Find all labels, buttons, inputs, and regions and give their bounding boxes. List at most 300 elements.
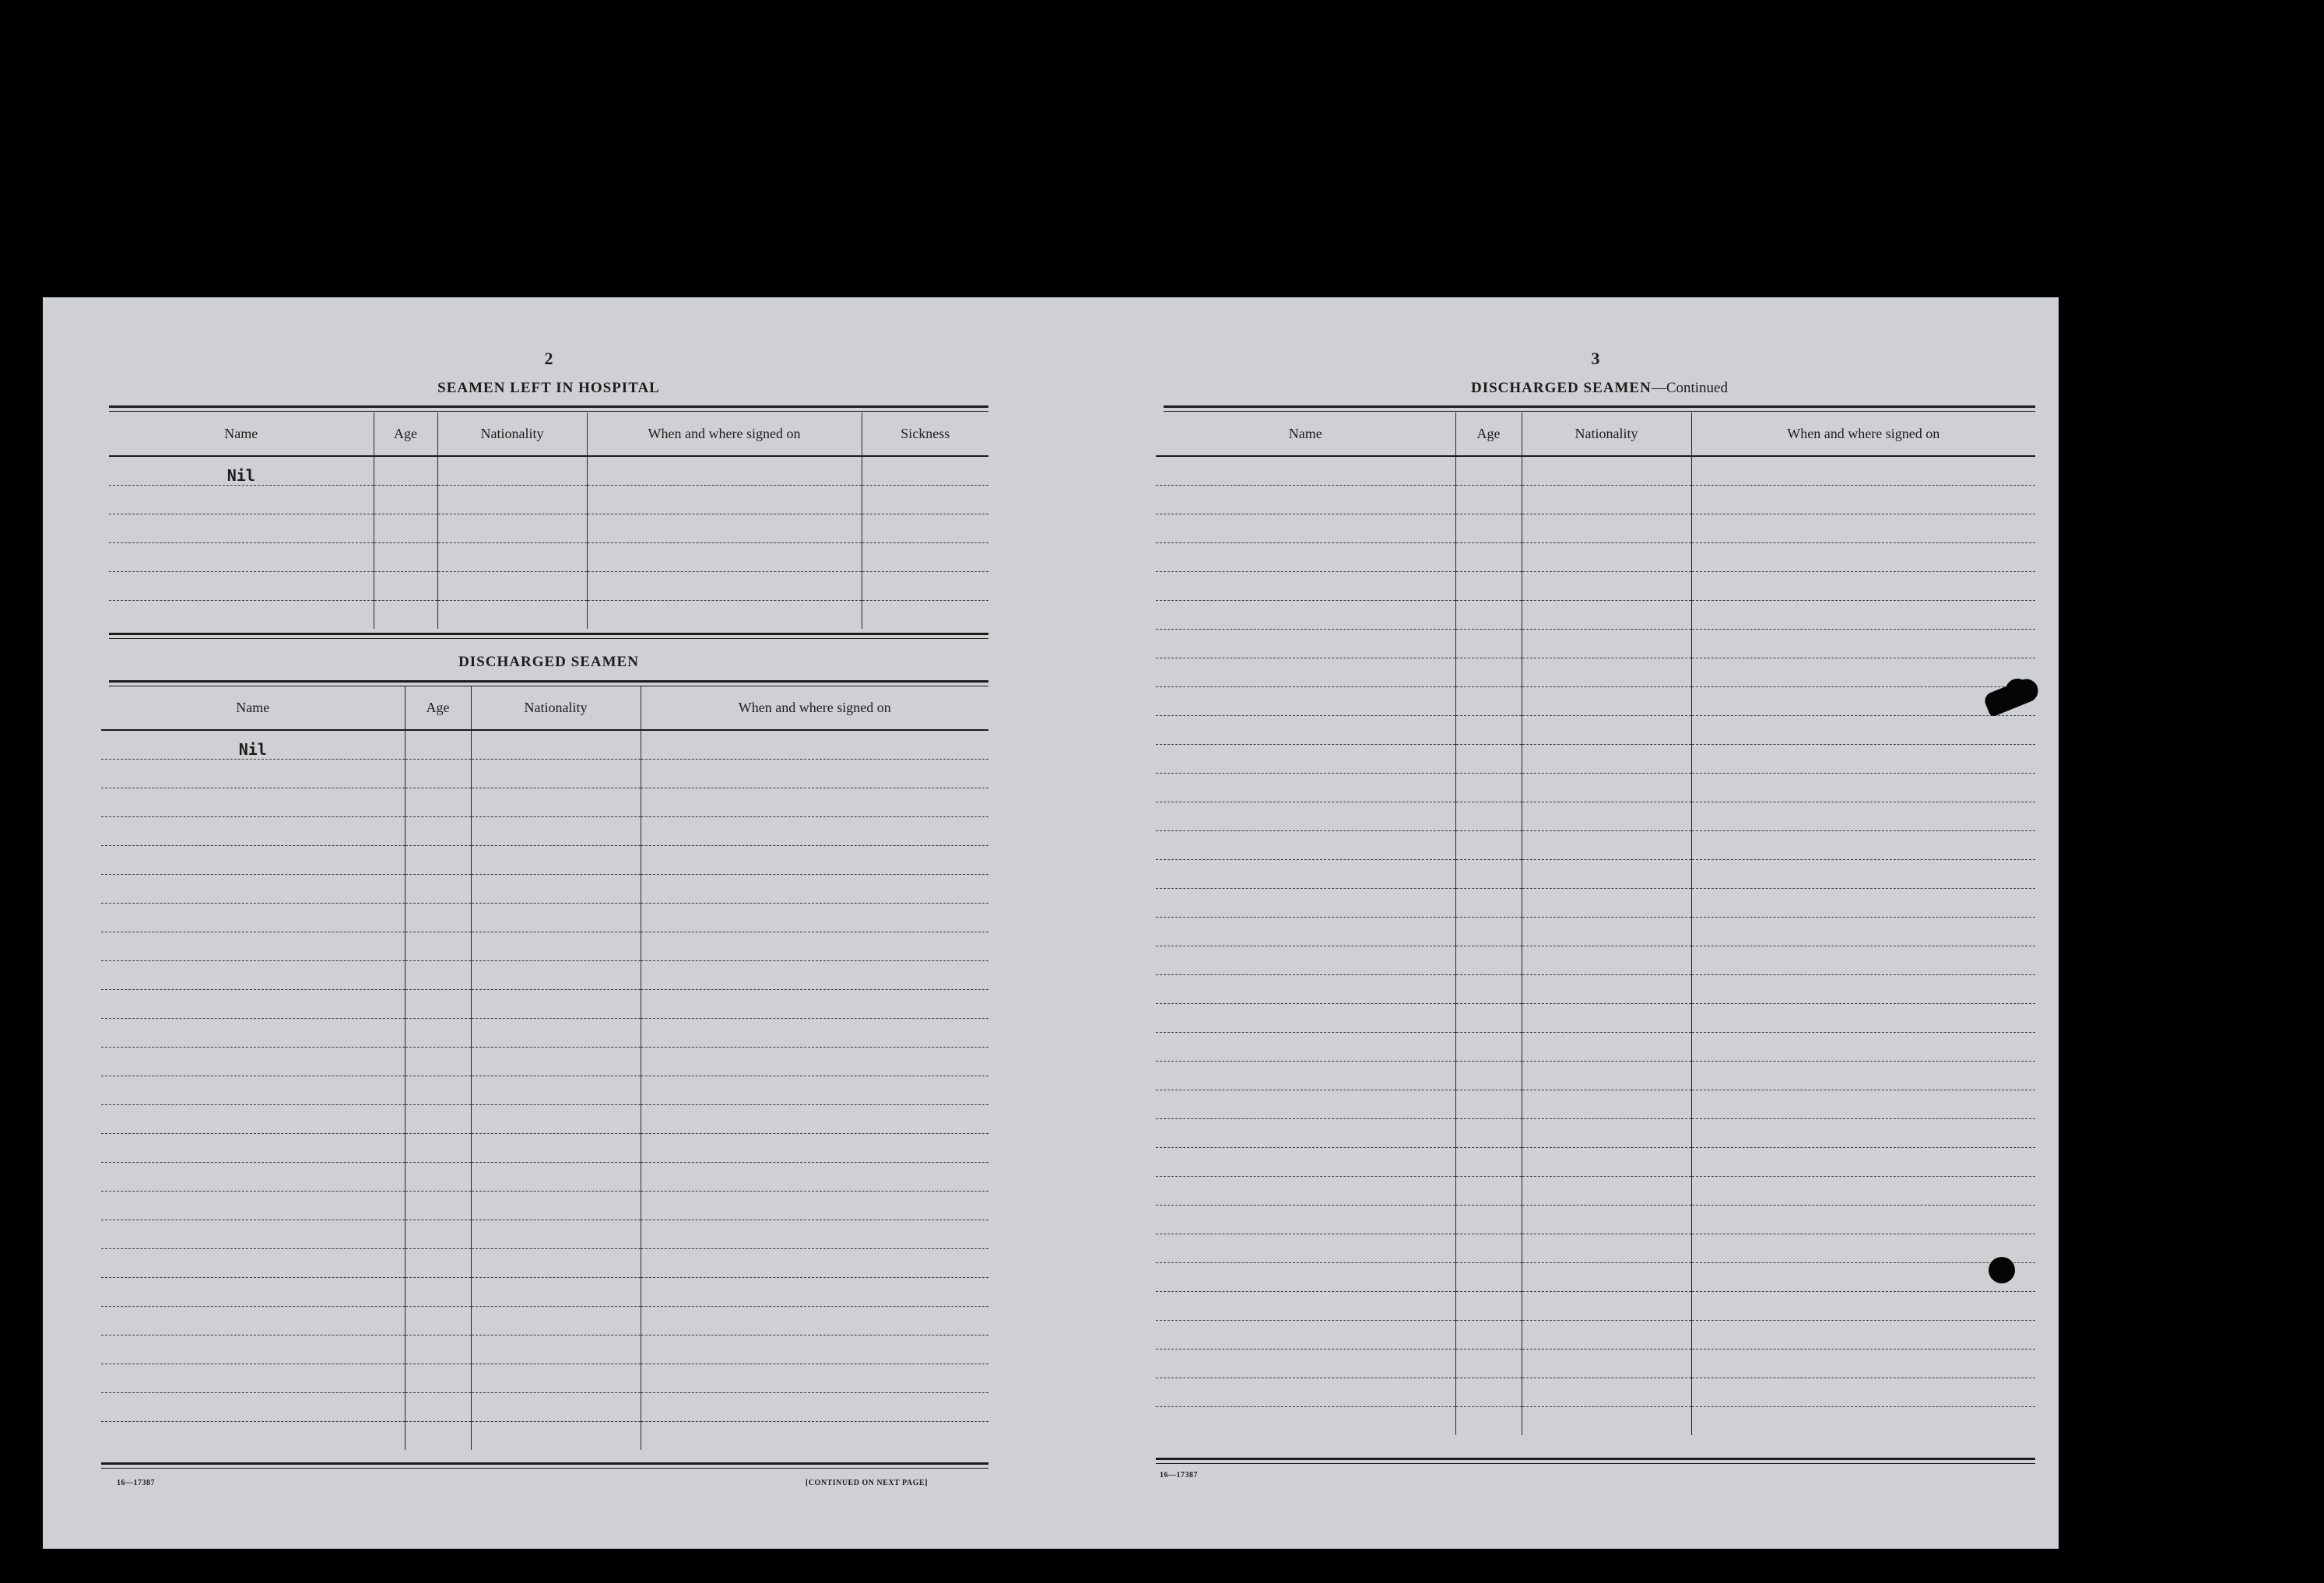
table-row <box>101 1192 988 1220</box>
form-number: 16—17387 <box>1160 1471 1198 1479</box>
table-cell <box>1156 1206 1455 1234</box>
table-cell <box>405 1134 471 1163</box>
table-cell <box>1455 802 1522 831</box>
table-row <box>101 1163 988 1192</box>
table-cell <box>1691 601 2035 630</box>
table-cell <box>641 1134 988 1163</box>
table-cell <box>101 1220 405 1249</box>
table-cell <box>471 932 641 961</box>
table-cell <box>1691 1263 2035 1292</box>
hospital-table <box>109 412 988 629</box>
table-cell <box>1455 918 1522 946</box>
table-row <box>109 543 988 572</box>
table-cell <box>109 486 374 514</box>
table-row <box>101 1076 988 1105</box>
discharged-continued-top-rule <box>1164 405 2035 412</box>
table-cell <box>641 1278 988 1307</box>
table-row <box>101 961 988 990</box>
table-cell <box>1691 572 2035 601</box>
table-cell <box>471 1393 641 1422</box>
column-header: When and where signed on <box>1691 412 2035 456</box>
table-cell <box>1691 1350 2035 1378</box>
table-cell <box>1156 716 1455 745</box>
table-cell <box>471 760 641 788</box>
table-cell <box>101 817 405 846</box>
table-cell <box>1522 918 1691 946</box>
table-cell <box>101 1134 405 1163</box>
table-row <box>109 514 988 543</box>
table-cell <box>1156 918 1455 946</box>
discharged-continued-table <box>1156 412 2035 1435</box>
table-cell <box>1156 802 1455 831</box>
table-cell <box>101 788 405 817</box>
table-cell <box>1691 946 2035 975</box>
table-row <box>101 990 988 1019</box>
table-cell <box>1455 1177 1522 1206</box>
table-cell <box>641 1249 988 1278</box>
table-cell <box>862 601 988 630</box>
table-cell <box>1156 889 1455 918</box>
table-cell <box>437 601 587 630</box>
table-cell <box>1455 572 1522 601</box>
table-cell <box>405 875 471 904</box>
table-cell <box>1455 1350 1522 1378</box>
table-cell <box>405 1076 471 1105</box>
table-header-row <box>1156 412 2035 456</box>
table-cell <box>1691 831 2035 860</box>
table-cell <box>1522 1090 1691 1119</box>
page-number: 3 <box>1591 349 1600 368</box>
table-row <box>1156 1033 2035 1062</box>
table-cell <box>405 932 471 961</box>
table-cell <box>1691 774 2035 802</box>
table-cell <box>587 572 862 601</box>
table-cell <box>1455 1004 1522 1033</box>
table-cell <box>641 1393 988 1422</box>
table-cell <box>101 1192 405 1220</box>
table-cell <box>101 1422 405 1451</box>
table-cell <box>1691 918 2035 946</box>
table-cell <box>587 514 862 543</box>
table-cell <box>101 875 405 904</box>
table-cell <box>1522 543 1691 572</box>
table-row <box>1156 1378 2035 1407</box>
left-page <box>43 297 1055 1549</box>
table-cell <box>1691 975 2035 1004</box>
table-cell <box>587 486 862 514</box>
table-cell <box>1455 630 1522 658</box>
table-cell <box>437 456 587 486</box>
table-cell <box>641 817 988 846</box>
table-row <box>101 1393 988 1422</box>
table-cell <box>405 904 471 932</box>
table-row <box>101 1336 988 1364</box>
document-sheet <box>43 297 2059 1549</box>
table-row <box>1156 1119 2035 1148</box>
table-cell <box>1691 514 2035 543</box>
table-row <box>1156 1234 2035 1263</box>
table-cell <box>471 1163 641 1192</box>
table-cell <box>1455 774 1522 802</box>
table-row <box>109 572 988 601</box>
table-cell <box>471 904 641 932</box>
table-cell <box>1455 1033 1522 1062</box>
column-header: Nationality <box>471 686 641 730</box>
table-cell <box>641 1422 988 1451</box>
table-cell <box>1156 1033 1455 1062</box>
table-row <box>1156 601 2035 630</box>
table-row <box>1156 860 2035 889</box>
table-cell <box>1522 1378 1691 1407</box>
table-row <box>1156 975 2035 1004</box>
table-cell <box>641 1336 988 1364</box>
table-cell <box>109 572 374 601</box>
table-row <box>1156 946 2035 975</box>
table-row <box>101 932 988 961</box>
table-row <box>101 1422 988 1451</box>
table-cell <box>862 572 988 601</box>
table-cell <box>1522 1033 1691 1062</box>
table-cell <box>1156 1407 1455 1436</box>
table-cell <box>405 1307 471 1336</box>
table-cell <box>109 543 374 572</box>
table-cell <box>1156 658 1455 687</box>
table-row <box>1156 1090 2035 1119</box>
table-cell <box>1691 1062 2035 1090</box>
table-cell <box>374 601 437 630</box>
table-cell <box>101 760 405 788</box>
table-row <box>1156 889 2035 918</box>
punch-hole <box>2006 679 2029 702</box>
table-cell <box>1156 1119 1455 1148</box>
table-cell <box>1455 658 1522 687</box>
table-cell <box>471 1336 641 1364</box>
table-cell <box>109 514 374 543</box>
right-page <box>1055 297 2059 1549</box>
table-cell <box>1691 1321 2035 1350</box>
table-cell <box>1156 1350 1455 1378</box>
table-cell <box>1156 745 1455 774</box>
table-cell <box>405 1393 471 1422</box>
table-cell <box>1522 1148 1691 1177</box>
table-cell <box>1156 1004 1455 1033</box>
table-cell <box>405 1192 471 1220</box>
table-cell <box>437 486 587 514</box>
discharged-continued-title <box>1164 380 2035 397</box>
table-cell <box>1156 514 1455 543</box>
table-cell <box>587 543 862 572</box>
hospital-bottom-rule <box>109 633 988 639</box>
table-cell <box>405 1163 471 1192</box>
table-row <box>1156 1321 2035 1350</box>
table-cell <box>471 1076 641 1105</box>
table-cell <box>101 904 405 932</box>
table-cell <box>1691 543 2035 572</box>
table-cell <box>1455 889 1522 918</box>
table-cell <box>641 760 988 788</box>
table-row <box>109 601 988 630</box>
table-cell <box>101 1393 405 1422</box>
table-cell <box>1522 1407 1691 1436</box>
table-cell <box>1455 1090 1522 1119</box>
table-cell <box>1455 1234 1522 1263</box>
table-cell <box>101 1019 405 1048</box>
table-cell <box>471 788 641 817</box>
table-cell <box>1156 601 1455 630</box>
table-cell <box>641 1105 988 1134</box>
table-cell <box>641 1192 988 1220</box>
table-cell <box>1522 1206 1691 1234</box>
table-cell <box>471 846 641 875</box>
table-cell <box>1522 1292 1691 1321</box>
table-cell <box>641 932 988 961</box>
table-cell <box>405 961 471 990</box>
table-cell <box>471 1249 641 1278</box>
table-cell <box>1455 486 1522 514</box>
table-cell <box>101 1163 405 1192</box>
table-cell <box>405 990 471 1019</box>
table-cell <box>1156 975 1455 1004</box>
table-cell <box>101 1249 405 1278</box>
table-cell <box>1691 1033 2035 1062</box>
table-cell <box>471 730 641 760</box>
table-cell <box>1691 1004 2035 1033</box>
table-cell <box>1156 543 1455 572</box>
table-cell <box>405 1220 471 1249</box>
table-cell <box>1522 802 1691 831</box>
table-row <box>1156 1350 2035 1378</box>
table-cell <box>1156 1234 1455 1263</box>
table-cell <box>1156 946 1455 975</box>
table-cell <box>471 1134 641 1163</box>
table-cell <box>101 1336 405 1364</box>
table-cell <box>1156 1148 1455 1177</box>
table-cell <box>1156 1292 1455 1321</box>
table-row <box>1156 802 2035 831</box>
section-title-suffix: —Continued <box>1651 380 1728 396</box>
table-cell <box>1455 831 1522 860</box>
table-cell <box>405 1048 471 1076</box>
table-cell <box>1691 1090 2035 1119</box>
table-cell <box>471 1048 641 1076</box>
table-cell <box>1455 543 1522 572</box>
table-cell <box>101 846 405 875</box>
table-cell <box>405 788 471 817</box>
table-row <box>101 875 988 904</box>
table-cell <box>1455 601 1522 630</box>
table-cell <box>641 875 988 904</box>
table-cell <box>1522 658 1691 687</box>
table-cell <box>1156 1321 1455 1350</box>
table-cell <box>1522 486 1691 514</box>
table-cell <box>101 1307 405 1336</box>
table-cell <box>1522 975 1691 1004</box>
table-row <box>1156 745 2035 774</box>
table-cell <box>641 990 988 1019</box>
table-cell <box>1455 716 1522 745</box>
table-cell <box>405 1019 471 1048</box>
table-cell <box>471 961 641 990</box>
table-cell <box>862 543 988 572</box>
table-cell <box>471 990 641 1019</box>
table-row <box>101 1249 988 1278</box>
table-cell <box>1522 1119 1691 1148</box>
table-row <box>101 846 988 875</box>
column-header: Nationality <box>437 412 587 456</box>
table-cell <box>1691 486 2035 514</box>
table-cell <box>1455 946 1522 975</box>
table-cell <box>1455 975 1522 1004</box>
table-cell <box>862 514 988 543</box>
table-cell <box>1156 1378 1455 1407</box>
table-row <box>1156 1004 2035 1033</box>
table-cell <box>109 601 374 630</box>
table-cell <box>1455 1407 1522 1436</box>
table-cell: Nil <box>101 730 405 760</box>
table-cell <box>641 1076 988 1105</box>
table-cell <box>405 730 471 760</box>
table-row <box>1156 1062 2035 1090</box>
table-cell <box>1522 716 1691 745</box>
table-cell <box>1691 1234 2035 1263</box>
table-cell <box>1522 687 1691 716</box>
punch-hole <box>1989 1257 2015 1283</box>
table-cell <box>641 1048 988 1076</box>
table-cell <box>471 1192 641 1220</box>
table-cell <box>101 1278 405 1307</box>
table-cell <box>1156 1263 1455 1292</box>
table-cell: Nil <box>109 456 374 486</box>
table-cell <box>641 1220 988 1249</box>
table-cell <box>405 1364 471 1393</box>
table-cell <box>1691 1119 2035 1148</box>
table-cell <box>405 846 471 875</box>
table-cell <box>471 1364 641 1393</box>
table-cell <box>1156 1090 1455 1119</box>
table-cell <box>641 904 988 932</box>
table-cell <box>1691 716 2035 745</box>
table-cell <box>641 788 988 817</box>
continued-note: [CONTINUED ON NEXT PAGE] <box>806 1479 928 1487</box>
table-cell <box>1522 1062 1691 1090</box>
table-cell <box>405 1249 471 1278</box>
table-row <box>1156 456 2035 486</box>
column-header: Age <box>374 412 437 456</box>
table-row <box>101 817 988 846</box>
table-cell <box>641 1163 988 1192</box>
table-cell <box>1691 1292 2035 1321</box>
column-header: Name <box>109 412 374 456</box>
table-cell <box>1522 1234 1691 1263</box>
table-cell <box>641 730 988 760</box>
table-cell <box>1522 630 1691 658</box>
table-cell <box>1691 1148 2035 1177</box>
table-cell <box>1522 1004 1691 1033</box>
discharged-top-rule <box>109 680 988 686</box>
table-row <box>101 1019 988 1048</box>
table-cell <box>1691 1206 2035 1234</box>
table-row <box>1156 687 2035 716</box>
table-cell <box>1691 687 2035 716</box>
table-cell <box>1522 456 1691 486</box>
table-row <box>101 760 988 788</box>
table-row <box>1156 1148 2035 1177</box>
table-cell <box>471 817 641 846</box>
table-cell <box>101 1076 405 1105</box>
hospital-top-rule <box>109 405 988 412</box>
table-cell <box>587 601 862 630</box>
table-cell <box>471 1422 641 1451</box>
table-cell <box>1691 889 2035 918</box>
table-row <box>1156 1263 2035 1292</box>
table-row <box>101 1307 988 1336</box>
table-cell <box>405 760 471 788</box>
table-cell <box>1156 860 1455 889</box>
table-cell <box>1522 831 1691 860</box>
table-cell <box>641 1019 988 1048</box>
table-row <box>101 1364 988 1393</box>
table-cell <box>471 875 641 904</box>
table-cell <box>1455 1148 1522 1177</box>
table-cell <box>437 572 587 601</box>
table-cell <box>471 1307 641 1336</box>
table-cell <box>1691 1378 2035 1407</box>
table-cell <box>101 1048 405 1076</box>
table-cell <box>1156 630 1455 658</box>
table-row <box>101 1048 988 1076</box>
table-cell <box>1455 1321 1522 1350</box>
table-cell <box>1455 514 1522 543</box>
table-row <box>101 1278 988 1307</box>
table-cell <box>641 961 988 990</box>
table-cell <box>1522 774 1691 802</box>
table-cell <box>1522 860 1691 889</box>
table-cell <box>1691 1407 2035 1436</box>
table-cell <box>1156 572 1455 601</box>
table-cell <box>374 514 437 543</box>
table-cell <box>101 1364 405 1393</box>
table-cell <box>1522 745 1691 774</box>
table-row <box>109 456 988 486</box>
column-header: Age <box>405 686 471 730</box>
discharged-table <box>101 686 988 1450</box>
table-cell <box>471 1105 641 1134</box>
discharged-continued-bottom-rule <box>1156 1458 2035 1464</box>
table-cell <box>1455 687 1522 716</box>
table-cell <box>471 1019 641 1048</box>
table-cell <box>1522 514 1691 543</box>
table-cell <box>1691 802 2035 831</box>
table-row <box>1156 572 2035 601</box>
table-cell <box>862 456 988 486</box>
table-row <box>101 1134 988 1163</box>
table-cell <box>1691 658 2035 687</box>
table-row <box>101 1220 988 1249</box>
table-cell <box>405 1336 471 1364</box>
table-row <box>101 730 988 760</box>
table-cell <box>1156 774 1455 802</box>
table-cell <box>1691 860 2035 889</box>
table-cell <box>862 486 988 514</box>
table-cell <box>101 961 405 990</box>
table-cell <box>1156 486 1455 514</box>
table-cell <box>1455 745 1522 774</box>
table-cell <box>1455 1062 1522 1090</box>
table-cell <box>1691 745 2035 774</box>
table-cell <box>1522 601 1691 630</box>
table-row <box>1156 486 2035 514</box>
table-cell <box>437 543 587 572</box>
